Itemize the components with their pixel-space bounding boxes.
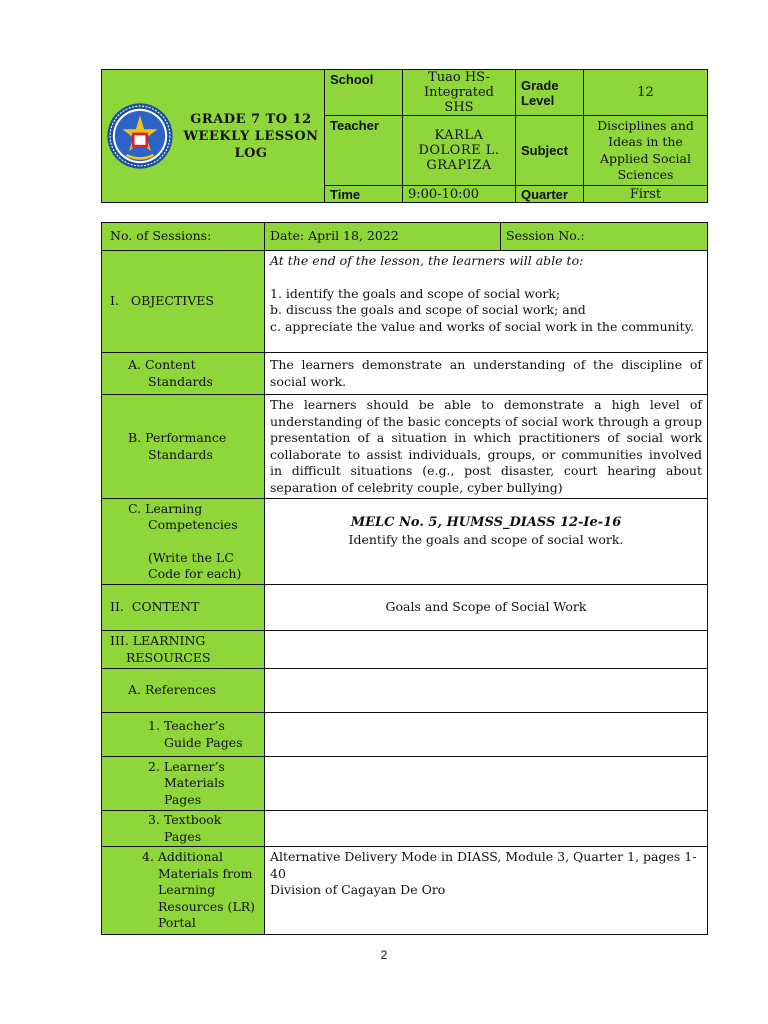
subject-value: Disciplines and Ideas in the Applied Social Sciences — [584, 116, 708, 186]
additional-materials-line: Alternative Delivery Mode in DIASS, Module 3, Quarter 1, pages 1-40 — [270, 849, 697, 881]
objective-item: 1. identify the goals and scope of social work; — [270, 285, 561, 301]
performance-standards-label — [102, 395, 265, 499]
no-of-sessions: No. of Sessions: — [102, 223, 265, 251]
objective-item: c. appreciate the value and works of social work in the community. — [270, 318, 695, 334]
subject-label: Subject — [516, 116, 584, 186]
content-standards-text: The learners demonstrate an understanding of the discipline of social work. — [265, 353, 708, 395]
header-table — [101, 69, 708, 203]
content-standards-label — [102, 353, 265, 395]
teachers-guide-label — [102, 713, 265, 757]
teachers-guide-value — [265, 713, 708, 757]
learners-materials-value — [265, 757, 708, 811]
objective-item: b. discuss the goals and scope of social work; and — [270, 302, 586, 317]
learning-resources-label — [102, 631, 265, 669]
learning-competencies-label — [102, 499, 265, 585]
quarter-value: First — [584, 186, 708, 203]
performance-standards-text: The learners should be able to demonstrate a high level of understanding of the basic concepts of social work through a group presentation of a situation in which practitioners of social work collaborate to assist individuals, groups, or communities involved in difficult situations (e.g., post disaster, court hearing about separation of celebrity couple, cyber bullying) — [265, 395, 708, 499]
teacher-label: Teacher — [325, 116, 403, 186]
content-text: Goals and Scope of Social Work — [265, 585, 708, 631]
additional-materials-cell — [265, 847, 708, 935]
session-date: Date: April 18, 2022 — [265, 223, 501, 251]
teacher-value: KARLA DOLORE L. GRAPIZA — [403, 116, 516, 186]
learners-materials-label — [102, 757, 265, 811]
additional-materials-line: Division of Cagayan De Oro — [270, 882, 446, 897]
quarter-label: Quarter — [516, 186, 584, 203]
objectives-label: I. OBJECTIVES — [102, 251, 265, 353]
content-label: II. CONTENT — [102, 585, 265, 631]
label-text: C. Learning Competencies — [128, 500, 238, 532]
deped-seal-icon — [106, 102, 174, 170]
grade-level-value: 12 — [584, 70, 708, 116]
learning-resources-value — [265, 631, 708, 669]
lesson-table — [101, 222, 708, 935]
title-line: LOG — [234, 145, 268, 161]
time-value: 9:00-10:00 — [403, 186, 516, 203]
objectives-cell — [265, 251, 708, 353]
references-label: A. References — [102, 669, 265, 713]
objectives-intro: At the end of the lesson, the learners will able to: — [270, 253, 584, 268]
label-text: 3. Textbook Pages — [148, 812, 222, 844]
lc-note: (Write the LC Code for each) — [148, 549, 242, 581]
label-text: A. Content Standards — [128, 357, 213, 389]
title-line: WEEKLY LESSON — [183, 128, 319, 144]
learning-competencies-cell — [265, 499, 708, 585]
time-label: Time — [325, 186, 403, 203]
header-logo-cell — [102, 70, 325, 203]
textbook-value — [265, 811, 708, 847]
label-text: 2. Learner’s Materials Pages — [148, 758, 225, 807]
title-line: GRADE 7 TO 12 — [190, 111, 312, 127]
melc-code: MELC No. 5, HUMSS_DIASS 12-Ie-16 — [350, 515, 622, 530]
label-text: 4. Additional Materials from Learning Resources (LR) Portal — [142, 849, 256, 931]
additional-materials-label — [102, 847, 265, 935]
label-text: III. LEARNING RESOURCES — [110, 633, 211, 665]
page-number: 2 — [380, 948, 388, 962]
school-value: Tuao HS-Integrated SHS — [403, 70, 516, 116]
lesson-log-title — [178, 111, 324, 162]
school-label: School — [325, 70, 403, 116]
references-value — [265, 669, 708, 713]
label-text: 1. Teacher’s Guide Pages — [148, 718, 243, 750]
textbook-label — [102, 811, 265, 847]
melc-text: Identify the goals and scope of social work. — [348, 531, 624, 547]
session-number: Session No.: — [501, 223, 708, 251]
label-text: B. Performance Standards — [128, 430, 227, 462]
grade-level-label: Grade Level — [516, 70, 584, 116]
